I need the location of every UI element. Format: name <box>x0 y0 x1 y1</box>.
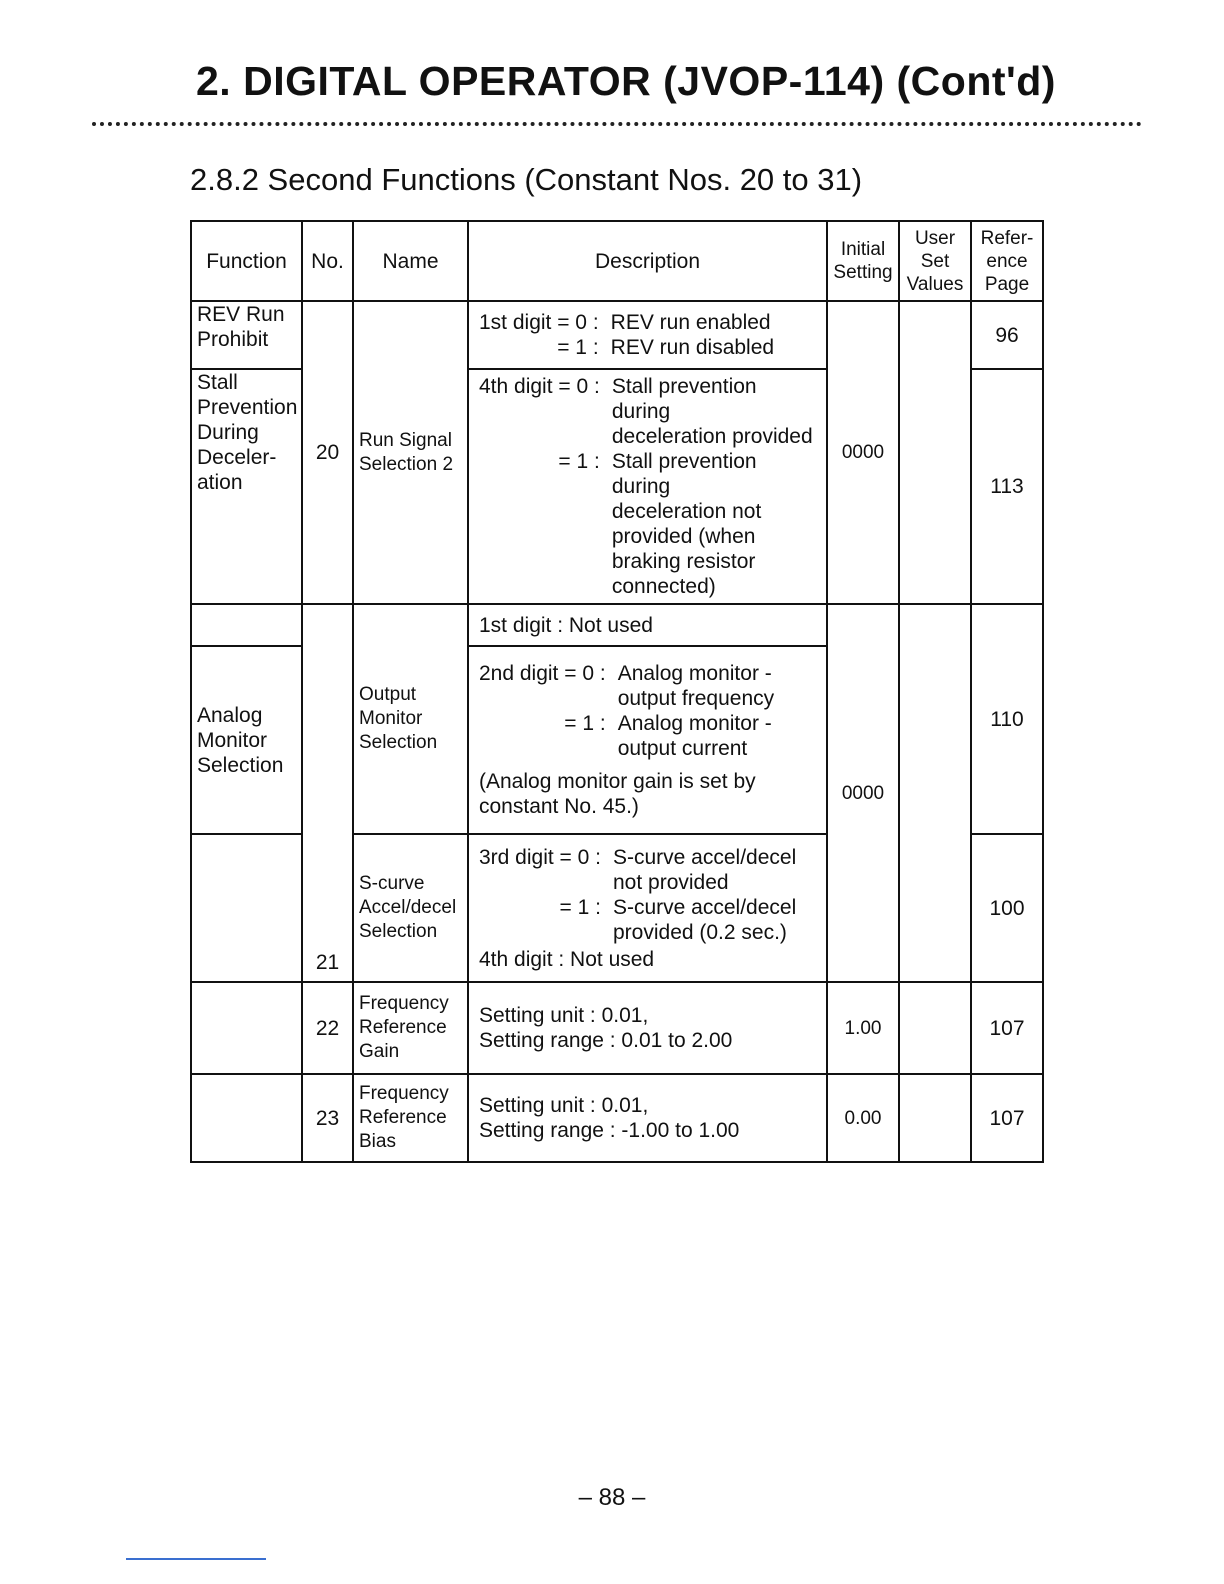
header-function: Function <box>191 221 302 301</box>
description-cell <box>468 834 827 982</box>
name-cell: Frequency Reference Gain <box>353 982 468 1074</box>
chapter-title: 2. DIGITAL OPERATOR (JVOP-114) (Cont'd) <box>196 58 1056 104</box>
digit-value: REV run enabled <box>610 311 771 334</box>
table-row <box>191 1074 1043 1162</box>
footer-rule <box>126 1558 266 1560</box>
initial-setting-cell: 0000 <box>827 301 899 604</box>
digit-definition-list <box>479 661 816 761</box>
name-cell: S-curve Accel/decel Selection <box>353 834 468 982</box>
header-name: Name <box>353 221 468 301</box>
constant-no-cell: 22 <box>302 982 353 1074</box>
initial-setting-cell: 0000 <box>827 604 899 982</box>
function-cell: Stall Prevention During Deceler-ation <box>191 369 302 604</box>
description-cell: Setting unit : 0.01, Setting range : 0.01 to 2.00 <box>468 982 827 1074</box>
digit-value: Analog monitor - output frequency <box>617 662 775 710</box>
page-number: – 88 – <box>578 1484 646 1511</box>
header-reference-page: Refer-ence Page <box>971 221 1043 301</box>
table-row <box>191 982 1043 1074</box>
description-note: (Analog monitor gain is set by constant No. 45.) <box>479 770 756 818</box>
reference-page-cell: 110 <box>971 604 1043 834</box>
initial-setting-cell: 1.00 <box>827 982 899 1074</box>
description-cell <box>468 646 827 834</box>
user-set-values-cell <box>899 301 971 604</box>
title-divider <box>92 122 1142 126</box>
digit-key: 1st digit = 0 : <box>479 311 599 334</box>
reference-page-cell: 107 <box>971 982 1043 1074</box>
table-row <box>191 604 1043 646</box>
digit-value: Stall prevention during deceleration provided <box>611 375 813 448</box>
name-cell: Frequency Reference Bias <box>353 1074 468 1162</box>
initial-setting-cell: 0.00 <box>827 1074 899 1162</box>
reference-page-cell: 100 <box>971 834 1043 982</box>
description-cell: Setting unit : 0.01, Setting range : -1.00 to 1.00 <box>468 1074 827 1162</box>
digit-key: 2nd digit = 0 : <box>479 662 606 685</box>
constant-no-cell: 21 <box>302 604 353 982</box>
reference-page-cell: 113 <box>971 369 1043 604</box>
reference-page-cell: 96 <box>971 301 1043 369</box>
header-user-set-values: User Set Values <box>899 221 971 301</box>
name-cell: Run Signal Selection 2 <box>353 301 468 604</box>
function-cell: Analog Monitor Selection <box>191 646 302 834</box>
function-cell <box>191 604 302 646</box>
digit-key: = 1 : <box>557 336 599 359</box>
function-cell <box>191 1074 302 1162</box>
description-cell <box>468 301 827 369</box>
description-note: 4th digit : Not used <box>479 947 655 971</box>
digit-value: REV run disabled <box>610 336 775 359</box>
header-row <box>191 221 1043 301</box>
description-cell <box>468 369 827 604</box>
reference-page-cell: 107 <box>971 1074 1043 1162</box>
function-cell <box>191 982 302 1074</box>
function-cell <box>191 834 302 982</box>
constant-no-cell: 20 <box>302 301 353 604</box>
digit-key: 3rd digit = 0 : <box>479 845 601 869</box>
user-set-values-cell <box>899 604 971 982</box>
digit-value: S-curve accel/decel not provided <box>613 845 797 894</box>
digit-definition-list <box>479 845 816 945</box>
section-title: 2.8.2 Second Functions (Constant Nos. 20 to 31) <box>190 162 863 197</box>
digit-definition-list <box>479 310 816 360</box>
constant-no-cell: 23 <box>302 1074 353 1162</box>
table-row <box>191 301 1043 369</box>
description-cell: 1st digit : Not used <box>468 604 827 646</box>
digit-key: 4th digit = 0 : <box>479 375 600 398</box>
name-cell: Output Monitor Selection <box>353 604 468 834</box>
second-functions-table <box>190 220 1044 1163</box>
header-no: No. <box>302 221 353 301</box>
function-cell: REV Run Prohibit <box>191 301 302 369</box>
header-description: Description <box>468 221 827 301</box>
digit-value: Stall prevention during deceleration not provided (when braking resistor connected) <box>611 450 762 598</box>
user-set-values-cell <box>899 982 971 1074</box>
digit-definition-list <box>479 374 816 599</box>
digit-key: = 1 : <box>558 450 600 473</box>
digit-key: = 1 : <box>559 895 601 919</box>
header-initial-setting: Initial Setting <box>827 221 899 301</box>
digit-key: = 1 : <box>564 712 606 735</box>
digit-value: S-curve accel/decel provided (0.2 sec.) <box>613 895 797 944</box>
user-set-values-cell <box>899 1074 971 1162</box>
digit-value: Analog monitor - output current <box>617 712 772 760</box>
